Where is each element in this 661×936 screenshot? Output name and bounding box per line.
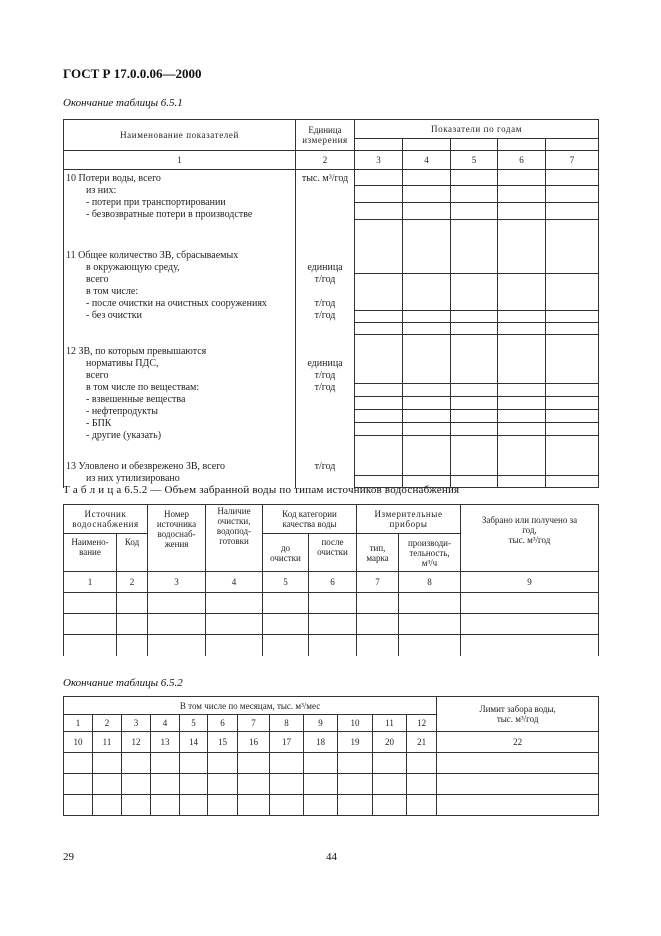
col-number: 15 [208,732,238,753]
table1-caption: Окончание таблицы 6.5.1 [63,97,183,109]
unit-text: т/год [314,297,336,309]
unit-cell [296,170,355,237]
header-line: вание [79,547,101,557]
row-text: - после очистки на очистных сооружениях [86,297,267,309]
header-line: тыс. м³/год [496,714,539,724]
after-treatment-header [309,534,357,572]
header-line: тип, [369,542,386,553]
header-line: качества воды [282,519,337,529]
table-6-5-2-end [63,696,599,816]
quality-code-header [263,505,357,534]
row-text: - потери при транспортировании [86,197,226,209]
unit-text: т/год [314,273,336,285]
row-captured-neutralized [64,449,296,488]
col-number: 2 [117,572,148,593]
header-line: источника [156,519,197,529]
col-number: 14 [180,732,208,753]
standard-header: ГОСТ Р 17.0.0.06—2000 [63,66,202,81]
month-number: 5 [180,715,208,732]
month-number: 1 [64,715,93,732]
row-exceeding-pollutants [64,335,296,449]
header-line: водопод- [216,526,252,536]
header-line: м³/ч [421,557,438,568]
row-text: всего [86,273,109,285]
col-number: 4 [403,151,451,170]
row-text: - безвозвратные потери в производстве [86,209,253,221]
header-line: марка [366,552,389,563]
source-name-header [64,534,117,572]
header-line: тыс. м³/год [508,535,551,545]
col-number: 7 [546,151,599,170]
row-text: из них: [86,185,117,197]
unit-text: тыс. м³/год [301,173,349,184]
header-line: Лимит забора воды, [479,704,556,714]
col-number: 5 [451,151,498,170]
col-unit-line1: Единица [308,125,342,135]
month-number: 7 [238,715,270,732]
unit-text: т/год [314,460,336,472]
month-number: 3 [122,715,151,732]
col-number: 3 [148,572,206,593]
header-line: Измерительные [374,509,443,519]
col-number: 11 [93,732,122,753]
month-number: 12 [407,715,437,732]
row-text: - взвешенные вещества [86,393,186,405]
col-number: 3 [355,151,403,170]
limit-header [437,697,599,732]
taken-volume-header [461,505,599,572]
month-number: 11 [373,715,407,732]
source-number-header [148,505,206,572]
header-line: очистки, [217,516,251,526]
month-number: 4 [151,715,180,732]
header-line: водоснабжения [72,519,139,529]
row-text: - без очистки [86,309,142,321]
header-line: после [321,537,344,547]
header-line: до [280,542,291,553]
row-text: - другие (указать) [86,430,162,442]
header-line: приборы [389,519,428,529]
col-number: 4 [206,572,263,593]
month-number: 9 [304,715,338,732]
col-number: 2 [296,151,355,170]
table-6-5-1-end [63,119,599,488]
month-number: 6 [208,715,238,732]
source-code-header: Код [117,534,148,572]
col-years-header: Показатели по годам [355,120,599,139]
meter-capacity-header [399,534,461,572]
row-text: - БПК [86,418,112,430]
unit-text: т/год [314,381,336,393]
header-line: готовки [219,536,249,546]
col-number: 18 [304,732,338,753]
unit-cell [296,335,355,449]
row-water-loss [64,170,296,237]
col-number: 6 [309,572,357,593]
row-text: нормативы ПДС, [86,357,159,369]
header-line: жения [164,539,189,549]
row-text: - нефтепродукты [86,405,158,417]
before-treatment-header [263,534,309,572]
row-text: 11 Общее количество ЗВ, сбрасываемых [66,249,239,261]
col-number: 6 [498,151,546,170]
col-unit-line2: измерения [302,135,348,145]
col-unit-header [296,120,355,151]
row-text: из них утилизировано [86,472,180,484]
col-number: 9 [461,572,599,593]
col-number: 13 [151,732,180,753]
col-number: 19 [338,732,373,753]
row-pollutants-total [64,237,296,335]
col-number: 10 [64,732,93,753]
col-number: 17 [270,732,304,753]
header-line: Наимено- [71,537,109,547]
header-line: год, [522,525,537,535]
unit-text: единица [307,357,343,369]
meter-type-header [357,534,399,572]
row-text: в том числе по веществам: [86,381,200,393]
unit-text: т/год [314,369,336,381]
header-line: Забрано или получено за [481,515,578,525]
left-page-marker: 29 [63,851,74,863]
col-number: 1 [64,572,117,593]
source-header [64,505,148,534]
header-line: водоснаб- [157,529,196,539]
header-line: тельность, [409,547,450,558]
col-number: 7 [357,572,399,593]
row-text: 10 Потери воды, всего [66,173,161,184]
header-line: очистки [317,547,348,557]
col-number: 22 [437,732,599,753]
treatment-header [206,505,263,572]
month-number: 10 [338,715,373,732]
row-text: 12 ЗВ, по которым превышаются [66,345,207,357]
header-line: Номер [163,509,190,519]
header-line: Наличие [217,506,251,516]
col-number: 21 [407,732,437,753]
col-number: 8 [399,572,461,593]
col-number: 16 [238,732,270,753]
row-text: всего [86,369,109,381]
header-line: очистки [270,552,301,563]
header-line: производи- [407,537,451,548]
col-number: 12 [122,732,151,753]
table-6-5-2 [63,504,599,656]
month-number: 8 [270,715,304,732]
month-number: 2 [93,715,122,732]
row-text: в окружающую среду, [86,261,180,273]
table3-caption: Окончание таблицы 6.5.2 [63,677,183,689]
unit-cell [296,237,355,335]
table2-caption: Т а б л и ц а 6.5.2 — Объем забранной воды по типам источников водоснабжения [63,484,460,496]
col-number: 5 [263,572,309,593]
col-name-header: Наименование показателей [64,120,296,151]
row-text: 13 Уловлено и обезврежено ЗВ, всего [66,460,226,472]
unit-text: единица [307,261,343,273]
header-line: Код категории [282,509,337,519]
row-text: в том числе: [86,285,139,297]
col-number: 20 [373,732,407,753]
unit-text: т/год [314,309,336,321]
page-number: 44 [326,851,337,863]
col-number: 1 [64,151,296,170]
unit-cell [296,449,355,488]
months-header: В том числе по месяцам, тыс. м³/мес [64,697,437,715]
header-line: Источник [84,509,127,519]
meters-header [357,505,461,534]
